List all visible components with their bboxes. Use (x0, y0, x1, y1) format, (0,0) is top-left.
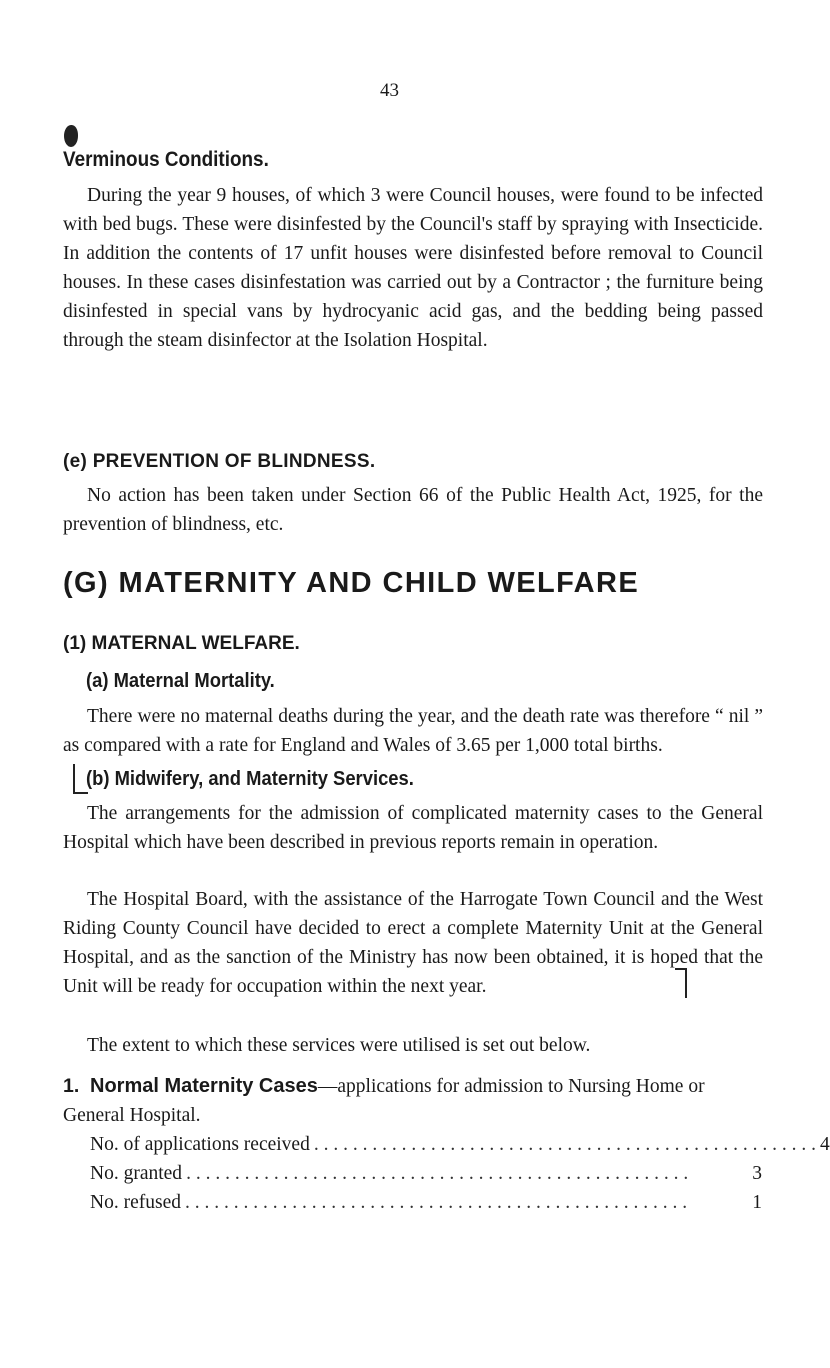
maternity-section-heading: (G) MATERNITY AND CHILD WELFARE (63, 567, 640, 599)
maternal-mortality-paragraph (63, 702, 763, 760)
midwifery-paragraph-2 (63, 885, 763, 1001)
maternal-mortality-text: There were no maternal deaths during the year, and the death rate was therefore “ nil ” as compared with a rate for England and Wales of 3.65 per 1,000 total births. (63, 706, 763, 756)
verminous-paragraph (63, 181, 763, 355)
row-label: No. of applications received (90, 1134, 310, 1155)
statistics-list (90, 1130, 830, 1217)
maternal-mortality-heading: (a) Maternal Mortality. (86, 670, 275, 692)
midwifery-text-2: The Hospital Board, with the assistance of the Harrogate Town Council and the West Riding County Council have decided to erect a complete Maternity Unit at the General Hospital, and as the sanction of the Ministry has now been obtained, it is hoped that the Unit will be ready for occupation within the next year. (63, 889, 763, 997)
ink-blot (64, 125, 78, 147)
leader-dots: . . . . . . . . . . . . . . . . . . . . . . . . . . . . . . . . . . . . . . . . . . . . . . . . . . . . (184, 1192, 688, 1213)
blindness-text: No action has been taken under Section 66 of the Public Health Act, 1925, for the prevention of blindness, etc. (63, 485, 763, 535)
verminous-heading: Verminous Conditions. (63, 148, 269, 171)
maternal-welfare-heading: (1) MATERNAL WELFARE. (63, 633, 300, 654)
leader-dots: . . . . . . . . . . . . . . . . . . . . . . . . . . . . . . . . . . . . . . . . . . . . . . . . . . . . (186, 1163, 689, 1184)
normal-maternity-text: —applications for admission to Nursing Home or General Hospital. (63, 1076, 705, 1126)
midwifery-heading: (b) Midwifery, and Maternity Services. (86, 768, 414, 790)
midwifery-paragraph-3 (63, 1031, 763, 1060)
row-value: 4 (819, 1134, 830, 1155)
row-label: No. granted (90, 1163, 183, 1184)
list-item (90, 1130, 830, 1159)
midwifery-text-3: The extent to which these services were utilised is set out below. (87, 1035, 591, 1056)
leader-dots: . . . . . . . . . . . . . . . . . . . . . . . . . . . . . . . . . . . . . . . . . . . . . . . . . . . . (313, 1134, 816, 1155)
row-value: 1 (752, 1192, 762, 1213)
list-item (90, 1188, 762, 1217)
page-number: 43 (380, 80, 399, 101)
blindness-paragraph (63, 481, 763, 539)
verminous-text: During the year 9 houses, of which 3 were Council houses, were found to be infected with bed bugs. These were disinfested by the Council's staff by spraying with Insecticide. In addition the contents of 17 unfit houses were disinfested before removal to Council houses. In these cases disinfestation was carried out by a Contractor ; the furniture being disinfested in special vans by hydrocyanic acid gas, and the bedding being passed through the steam disinfector at the Isolation Hospital. (63, 185, 763, 351)
normal-maternity-item (63, 1072, 763, 1130)
item-number: 1. (63, 1075, 80, 1097)
normal-maternity-label: Normal Maternity Cases (90, 1075, 318, 1097)
row-label: No. refused (90, 1192, 181, 1213)
row-value: 3 (752, 1163, 762, 1184)
midwifery-text-1: The arrangements for the admission of complicated maternity cases to the General Hospital which have been described in previous reports remain in operation. (63, 803, 763, 853)
list-item (90, 1159, 762, 1188)
midwifery-paragraph-1 (63, 799, 763, 857)
pencil-bracket-mark-close (675, 968, 687, 998)
blindness-heading: (e) PREVENTION OF BLINDNESS. (63, 451, 376, 472)
